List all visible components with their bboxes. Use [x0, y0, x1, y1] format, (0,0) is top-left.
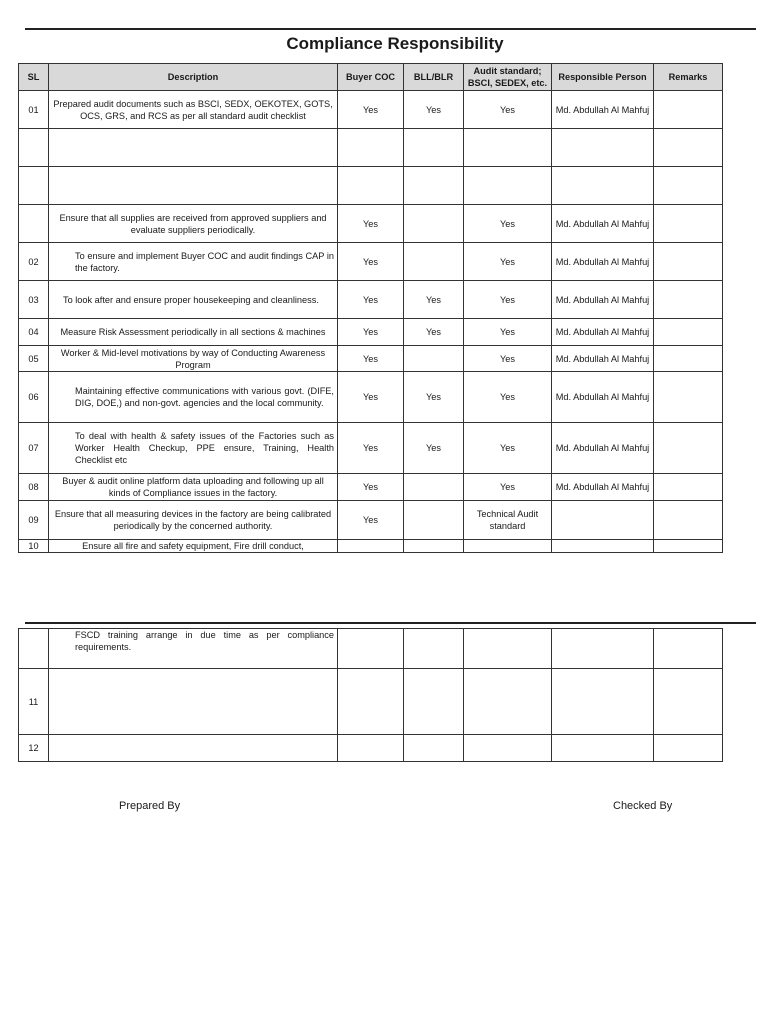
description-cell: Ensure all fire and safety equipment, Fire drill conduct,	[49, 540, 338, 553]
bll-blr-cell	[404, 629, 464, 669]
table-header-row	[19, 64, 723, 91]
buyer-coc-cell: Yes	[338, 423, 404, 474]
table-row	[19, 129, 723, 167]
responsible-person-cell	[552, 129, 654, 167]
buyer-coc-cell: Yes	[338, 243, 404, 281]
sl-cell	[19, 629, 49, 669]
remarks-cell	[654, 423, 723, 474]
description-cell: To look after and ensure proper housekeeping and cleanliness.	[49, 281, 338, 319]
bll-blr-cell: Yes	[404, 91, 464, 129]
audit-standard-cell: Yes	[464, 474, 552, 501]
responsible-person-cell	[552, 501, 654, 540]
header-bll-blr: BLL/BLR	[404, 64, 464, 91]
sl-cell: 02	[19, 243, 49, 281]
remarks-cell	[654, 474, 723, 501]
responsible-person-cell	[552, 167, 654, 205]
responsible-person-cell	[552, 735, 654, 762]
remarks-cell	[654, 281, 723, 319]
buyer-coc-cell: Yes	[338, 205, 404, 243]
table-row	[19, 243, 723, 281]
bll-blr-cell	[404, 129, 464, 167]
responsible-person-cell	[552, 669, 654, 735]
sl-cell: 08	[19, 474, 49, 501]
table-row	[19, 540, 723, 553]
remarks-cell	[654, 346, 723, 372]
buyer-coc-cell: Yes	[338, 91, 404, 129]
audit-standard-cell	[464, 167, 552, 205]
audit-standard-cell: Yes	[464, 372, 552, 423]
responsible-person-cell: Md. Abdullah Al Mahfuj	[552, 346, 654, 372]
audit-standard-cell	[464, 129, 552, 167]
sl-cell: 06	[19, 372, 49, 423]
sl-cell	[19, 205, 49, 243]
description-cell: Worker & Mid-level motivations by way of Conducting Awareness Program	[49, 346, 338, 372]
description-cell	[49, 167, 338, 205]
table-row	[19, 281, 723, 319]
audit-standard-cell	[464, 540, 552, 553]
audit-standard-cell	[464, 669, 552, 735]
responsible-person-cell	[552, 629, 654, 669]
description-cell	[49, 129, 338, 167]
responsible-person-cell: Md. Abdullah Al Mahfuj	[552, 423, 654, 474]
sl-cell	[19, 129, 49, 167]
page-break-divider	[25, 622, 756, 624]
buyer-coc-cell: Yes	[338, 346, 404, 372]
table-row	[19, 669, 723, 735]
sl-cell: 11	[19, 669, 49, 735]
responsible-person-cell: Md. Abdullah Al Mahfuj	[552, 205, 654, 243]
sl-cell	[19, 167, 49, 205]
compliance-table	[18, 63, 723, 553]
description-cell: Ensure that all supplies are received from approved suppliers and evaluate suppliers periodically.	[49, 205, 338, 243]
buyer-coc-cell	[338, 167, 404, 205]
buyer-coc-cell: Yes	[338, 501, 404, 540]
responsible-person-cell	[552, 540, 654, 553]
description-cell: Ensure that all measuring devices in the factory are being calibrated periodically by the concerned authority.	[49, 501, 338, 540]
audit-standard-cell: Yes	[464, 243, 552, 281]
buyer-coc-cell	[338, 629, 404, 669]
responsible-person-cell: Md. Abdullah Al Mahfuj	[552, 91, 654, 129]
table-row	[19, 501, 723, 540]
table-row	[19, 205, 723, 243]
buyer-coc-cell: Yes	[338, 372, 404, 423]
responsible-person-cell: Md. Abdullah Al Mahfuj	[552, 372, 654, 423]
remarks-cell	[654, 129, 723, 167]
description-cell	[49, 669, 338, 735]
buyer-coc-cell	[338, 129, 404, 167]
table-row	[19, 372, 723, 423]
bll-blr-cell: Yes	[404, 281, 464, 319]
remarks-cell	[654, 205, 723, 243]
remarks-cell	[654, 669, 723, 735]
header-remarks: Remarks	[654, 64, 723, 91]
responsible-person-cell: Md. Abdullah Al Mahfuj	[552, 319, 654, 346]
remarks-cell	[654, 629, 723, 669]
sl-cell: 07	[19, 423, 49, 474]
bll-blr-cell: Yes	[404, 423, 464, 474]
description-cell: To deal with health & safety issues of the Factories such as Worker Health Checkup, PPE ensure, Training, Health Checklist etc	[49, 423, 338, 474]
remarks-cell	[654, 91, 723, 129]
header-description: Description	[49, 64, 338, 91]
bll-blr-cell	[404, 205, 464, 243]
top-divider	[25, 28, 756, 30]
header-sl: SL	[19, 64, 49, 91]
table-row	[19, 474, 723, 501]
responsible-person-cell: Md. Abdullah Al Mahfuj	[552, 281, 654, 319]
audit-standard-cell: Yes	[464, 205, 552, 243]
audit-standard-cell: Yes	[464, 319, 552, 346]
remarks-cell	[654, 243, 723, 281]
buyer-coc-cell: Yes	[338, 281, 404, 319]
compliance-table-continued	[18, 628, 723, 762]
sl-cell: 10	[19, 540, 49, 553]
description-cell	[49, 735, 338, 762]
remarks-cell	[654, 540, 723, 553]
bll-blr-cell	[404, 167, 464, 205]
description-cell: Buyer & audit online platform data uploading and following up all kinds of Compliance issues in the factory.	[49, 474, 338, 501]
bll-blr-cell	[404, 501, 464, 540]
sl-cell: 05	[19, 346, 49, 372]
table-row	[19, 167, 723, 205]
table-row	[19, 91, 723, 129]
header-responsible-person: Responsible Person	[552, 64, 654, 91]
bll-blr-cell	[404, 735, 464, 762]
responsible-person-cell: Md. Abdullah Al Mahfuj	[552, 243, 654, 281]
page-title: Compliance Responsibility	[286, 34, 504, 53]
table-row	[19, 629, 723, 669]
description-cell: To ensure and implement Buyer COC and audit findings CAP in the factory.	[49, 243, 338, 281]
header-buyer-coc: Buyer COC	[338, 64, 404, 91]
checked-by-label: Checked By	[613, 800, 673, 812]
audit-standard-cell	[464, 629, 552, 669]
bll-blr-cell	[404, 346, 464, 372]
audit-standard-cell	[464, 735, 552, 762]
remarks-cell	[654, 501, 723, 540]
buyer-coc-cell	[338, 540, 404, 553]
remarks-cell	[654, 735, 723, 762]
audit-standard-cell: Yes	[464, 346, 552, 372]
bll-blr-cell	[404, 669, 464, 735]
description-cell: FSCD training arrange in due time as per compliance requirements.	[49, 629, 338, 669]
description-cell: Prepared audit documents such as BSCI, SEDX, OEKOTEX, GOTS, OCS, GRS, and RCS as per all standard audit checklist	[49, 91, 338, 129]
sl-cell: 12	[19, 735, 49, 762]
table-row	[19, 735, 723, 762]
buyer-coc-cell: Yes	[338, 319, 404, 346]
remarks-cell	[654, 167, 723, 205]
sl-cell: 09	[19, 501, 49, 540]
audit-standard-cell: Yes	[464, 423, 552, 474]
prepared-by-label: Prepared By	[119, 800, 181, 812]
description-cell: Measure Risk Assessment periodically in all sections & machines	[49, 319, 338, 346]
table-row	[19, 319, 723, 346]
sl-cell: 03	[19, 281, 49, 319]
header-audit-standard: Audit standard; BSCI, SEDEX, etc.	[464, 64, 552, 91]
buyer-coc-cell: Yes	[338, 474, 404, 501]
responsible-person-cell: Md. Abdullah Al Mahfuj	[552, 474, 654, 501]
remarks-cell	[654, 319, 723, 346]
bll-blr-cell: Yes	[404, 372, 464, 423]
description-cell: Maintaining effective communications with various govt. (DIFE, DIG, DOE,) and non-govt. agencies and the local community.	[49, 372, 338, 423]
audit-standard-cell: Technical Audit standard	[464, 501, 552, 540]
bll-blr-cell	[404, 540, 464, 553]
remarks-cell	[654, 372, 723, 423]
audit-standard-cell: Yes	[464, 281, 552, 319]
sl-cell: 01	[19, 91, 49, 129]
audit-standard-cell: Yes	[464, 91, 552, 129]
bll-blr-cell	[404, 474, 464, 501]
bll-blr-cell	[404, 243, 464, 281]
buyer-coc-cell	[338, 669, 404, 735]
bll-blr-cell: Yes	[404, 319, 464, 346]
sl-cell: 04	[19, 319, 49, 346]
table-row	[19, 346, 723, 372]
buyer-coc-cell	[338, 735, 404, 762]
table-row	[19, 423, 723, 474]
